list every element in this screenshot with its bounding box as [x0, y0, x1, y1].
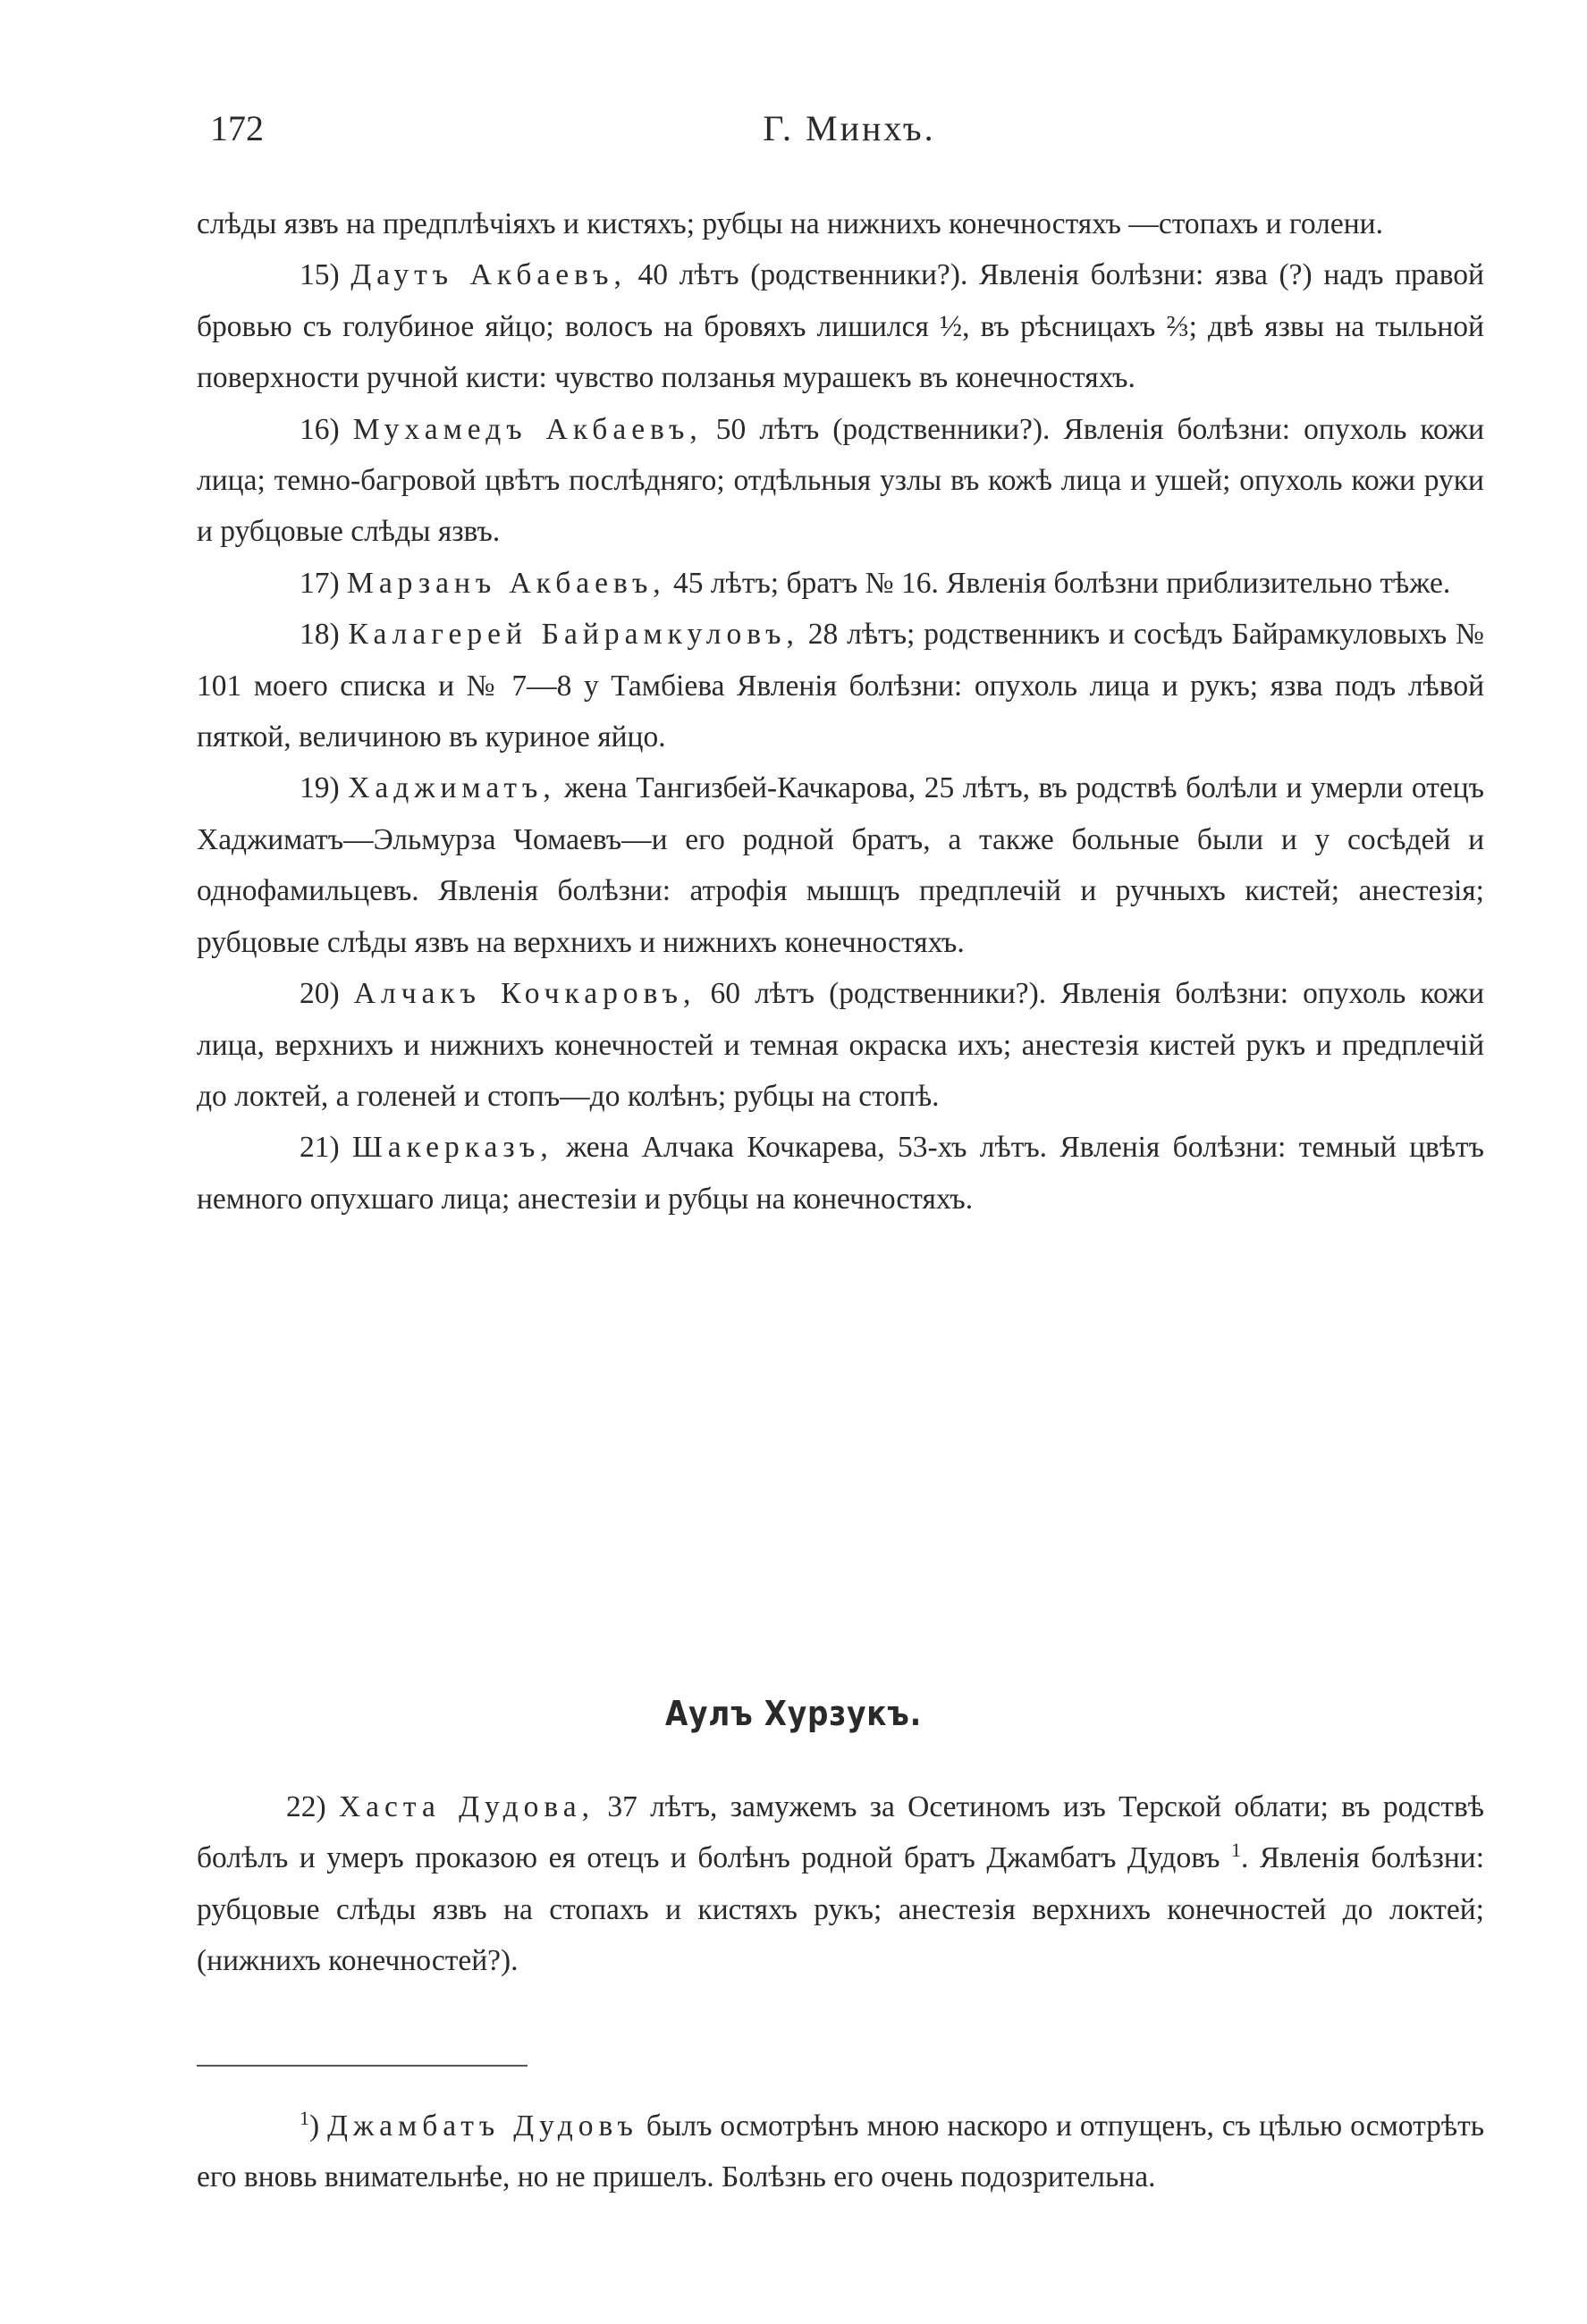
- entry-text: 50 лѣтъ (родственники?). Явленія болѣзни: опухоль кожи лица; темно-багровой цвѣтъ послѣдняго; отдѣльныя узлы въ кожѣ лица и ушей; опухоль кожи руки и рубцовые слѣды язвъ.: [197, 412, 1484, 549]
- entry-text: жена Тангизбей-Качкарова, 25 лѣтъ, въ родствѣ болѣли и умерли отецъ Хаджиматъ—Эльмурза Чомаевъ—и его родной братъ, а также больные были и у сосѣдей и однофамильцевъ. Явленія болѣзни: атрофія мышцъ предплечій и ручныхъ кистей; анестезія; рубцовые слѣды язвъ на верхнихъ и нижнихъ конечностяхъ.: [197, 771, 1484, 959]
- entry-text: 28 лѣтъ; родственникъ и сосѣдъ Байрамкуловыхъ № 101 моего списка и № 7—8 у Тамбіева Явленія болѣзни: опухоль лица и рукъ; язва подъ лѣвой пяткой, величиною въ куриное яйцо.: [197, 618, 1485, 754]
- footnote-name: Джамбатъ Дудовъ: [327, 2109, 638, 2143]
- entry-text: 37 лѣтъ, замужемъ за Осетиномъ изъ Терской облати; въ родствѣ болѣлъ и умеръ проказою ея отецъ и болѣнъ родной братъ Джамбатъ Дудовъ: [197, 1790, 1484, 1875]
- entry-21: [197, 1122, 1484, 1225]
- entry-16: [197, 404, 1484, 558]
- continuation-paragraph: слѣды язвъ на предплѣчіяхъ и кистяхъ; рубцы на нижнихъ конечностяхъ —стопахъ и голени.: [197, 207, 1383, 240]
- entry-number: 18): [300, 618, 340, 652]
- patient-name: Алчакъ Кочкаровъ,: [353, 977, 696, 1011]
- footnote-text: былъ осмотрѣнъ мною наскоро и отпущенъ, съ цѣлью осмотрѣть его вновь внимательнѣе, но не пришелъ. Болѣзнь его очень подозрительна.: [197, 2109, 1485, 2194]
- entry-text: 60 лѣтъ (родственники?). Явленія болѣзни: опухоль кожи лица, верхнихъ и нижнихъ конечностей и темная окраска ихъ; анестезія кистей рукъ и предплечій до локтей, а голеней и стопъ—до колѣнъ; рубцы на стопѣ.: [197, 977, 1485, 1113]
- entry-number: 20): [300, 977, 340, 1011]
- entry-number: 17): [300, 566, 340, 600]
- entry-15: [197, 249, 1484, 403]
- entry-number: 21): [300, 1131, 340, 1165]
- patient-name: Шакерказъ,: [352, 1131, 553, 1165]
- patient-name: Хаджиматъ,: [348, 771, 556, 805]
- entry-17: [197, 558, 1484, 609]
- page-header: [210, 107, 1489, 161]
- footnote: [197, 2101, 1484, 2203]
- entry-18: [197, 609, 1484, 762]
- entry-number: 19): [300, 771, 340, 805]
- main-text: [197, 198, 1484, 1225]
- patient-name: Хаста Дудова,: [338, 1790, 595, 1823]
- running-title: Г. Минхъ.: [763, 108, 936, 148]
- footnote-reference: 1: [1231, 1839, 1242, 1862]
- patient-name: Даутъ Акбаевъ,: [350, 258, 627, 292]
- footnotes: [197, 2101, 1484, 2203]
- entry-19: [197, 762, 1484, 968]
- patient-name: Мухамедъ Акбаевъ,: [352, 412, 703, 446]
- footnote-marker: 1: [300, 2107, 309, 2129]
- footnote-divider: [197, 2065, 528, 2067]
- section-text: [197, 1781, 1484, 1987]
- entry-text: 45 лѣтъ; братъ № 16. Явленія болѣзни приблизительно тѣже.: [665, 566, 1451, 600]
- patient-name: Марзанъ Акбаевъ,: [347, 566, 666, 600]
- page-number: 172: [210, 108, 264, 148]
- footnote-paren: ): [309, 2109, 320, 2143]
- entry-number: 22): [286, 1790, 326, 1823]
- entry-22: [197, 1781, 1484, 1987]
- entry-text-continued: . Явленія болѣзни: рубцовые слѣды язвъ на стопахъ и кистяхъ рукъ; анестезія верхнихъ конечностей до локтей; (нижнихъ конечностей?).: [197, 1841, 1485, 1978]
- section-title: Аулъ Хурзукъ.: [665, 1694, 922, 1733]
- entry-20: [197, 968, 1484, 1122]
- entry-number: 15): [300, 258, 340, 292]
- patient-name: Калагерей Байрамкуловъ,: [348, 618, 799, 652]
- entry-text: жена Алчака Кочкарева, 53-хъ лѣтъ. Явленія болѣзни: темный цвѣтъ немного опухшаго лица; анестезіи и рубцы на конечностяхъ.: [197, 1131, 1484, 1216]
- entry-text: 40 лѣтъ (родственники?). Явленія болѣзни: язва (?) надъ правой бровью съ голубиное яйцо; волосъ на бровяхъ лишился ½, въ рѣсницахъ ⅔; двѣ язвы на тыльной поверхности ручной кисти: чувство ползанья мурашекъ въ конечностяхъ.: [197, 258, 1484, 395]
- entry-number: 16): [300, 412, 340, 446]
